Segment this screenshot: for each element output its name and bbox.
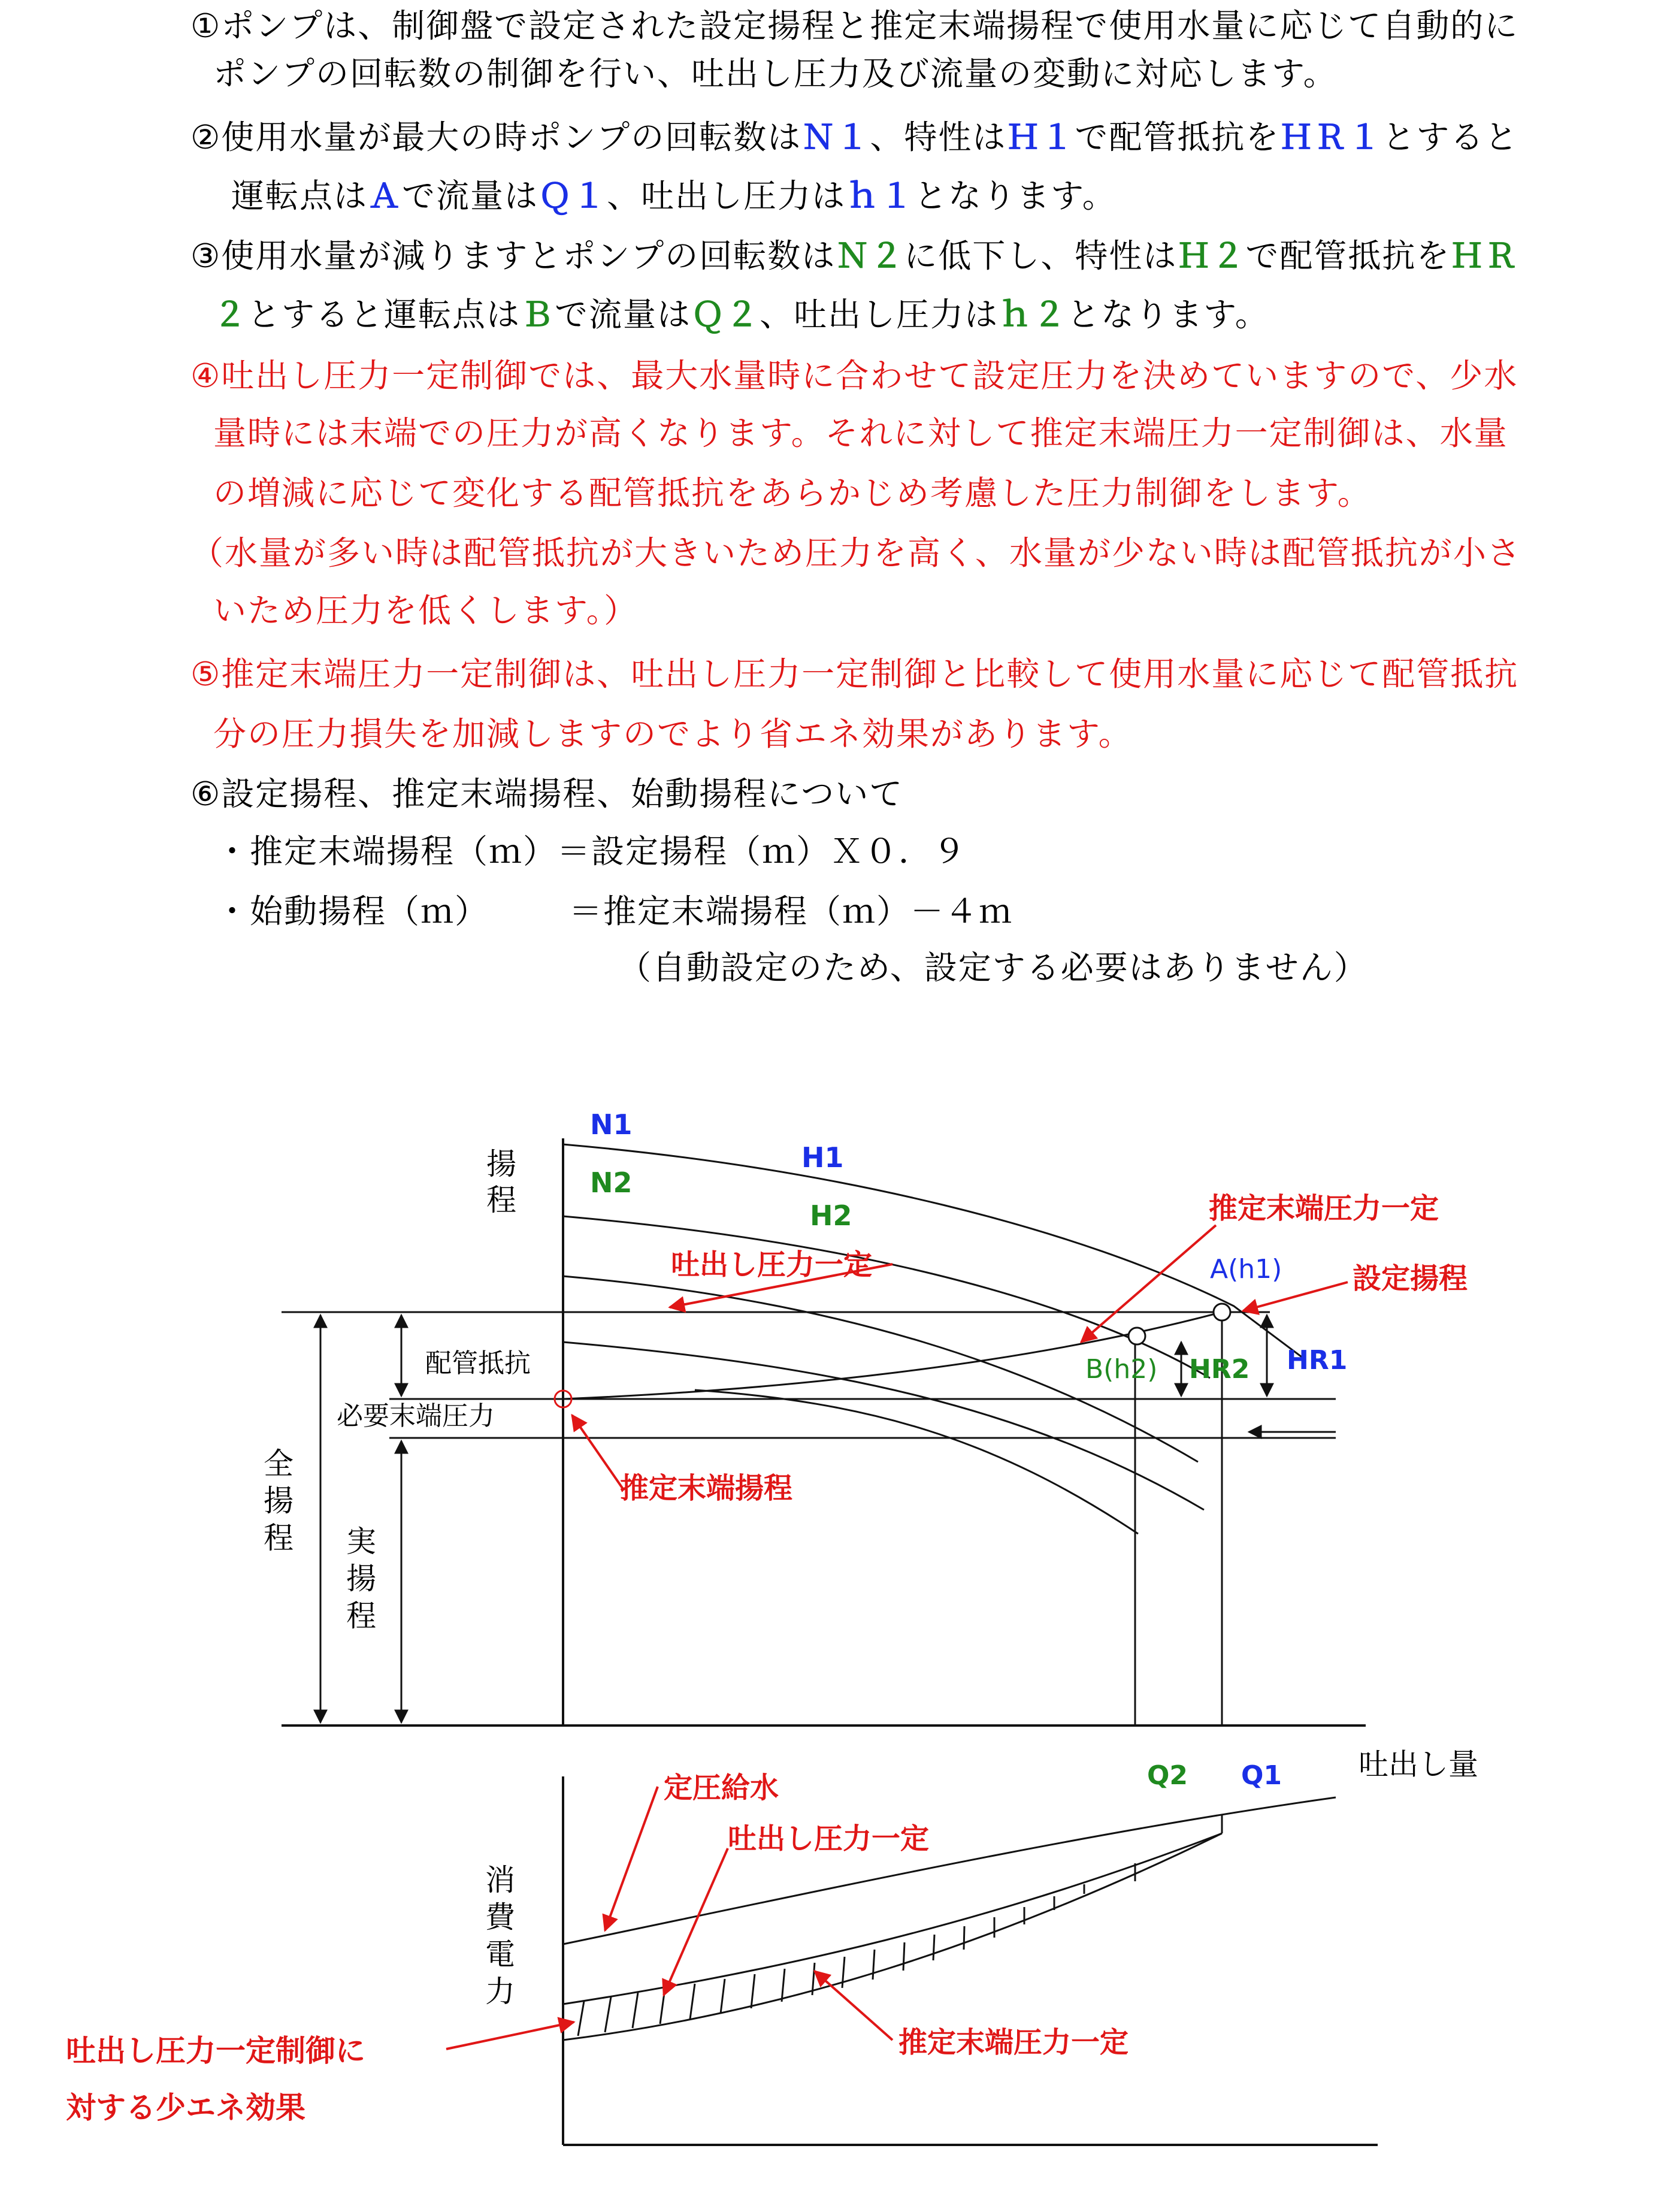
label-discharge-const: 吐出し圧力一定 [671, 1248, 873, 1282]
label-q1: Ｑ１ [538, 177, 607, 215]
curve-discharge-const-power [563, 1833, 1222, 2004]
p1-line1-text: ①ポンプは、制御盤で設定された設定揚程と推定末端揚程で使用水量に応じて自動的に [190, 7, 1519, 45]
t: で流量は [402, 177, 539, 215]
point-a [1214, 1304, 1230, 1320]
label-const-supply: 定圧給水 [664, 1771, 779, 1805]
hatch [903, 1942, 904, 1971]
label-yaxis-head-2: 程 [486, 1183, 516, 1217]
label-yaxis-head-1: 揚 [486, 1147, 516, 1181]
t: 、吐出し圧力は [607, 177, 846, 215]
label-xaxis-flow: 吐出し量 [1359, 1747, 1478, 1782]
label-hr2: HR2 [1189, 1354, 1250, 1385]
label-actual-head-3: 程 [346, 1598, 376, 1633]
label-actual-head-2: 揚 [346, 1561, 376, 1596]
label-n2: Ｎ２ [836, 237, 904, 275]
t: とすると [1382, 118, 1519, 156]
p5-line1 [190, 653, 1518, 695]
label-n1: N1 [590, 1108, 633, 1141]
arrow-const-supply [605, 1787, 658, 1930]
p4-line4 [190, 532, 1521, 574]
label-total-head-3: 程 [264, 1521, 294, 1555]
p3-line1 [190, 235, 1518, 277]
label-yaxis-power [485, 1863, 525, 2009]
t: ＝推定末端揚程（ｍ）－４ｍ [569, 892, 1013, 930]
arrow-est-end-power [815, 1971, 892, 2040]
label-q2: Ｑ２ [691, 295, 760, 334]
t: ②使用水量が最大の時ポンプの回転数は [190, 118, 802, 156]
explanation-text [0, 0, 1661, 1007]
label-saving-line1: 吐出し圧力一定制御に [66, 2033, 365, 2068]
label-setting-head: 設定揚程 [1353, 1262, 1468, 1295]
t: ⑤推定末端圧力一定制御は、吐出し圧力一定制御と比較して使用水量に応じて配管抵抗 [190, 655, 1519, 693]
label-point-a: A(h1) [1210, 1254, 1282, 1285]
label-q1: Q1 [1241, 1760, 1282, 1791]
curve-5 [695, 1390, 1138, 1534]
hatch [605, 1997, 611, 2032]
label-pipe-resistance: 配管抵抗 [425, 1348, 531, 1379]
label-q2: Q2 [1147, 1760, 1188, 1791]
label-total-head [264, 1446, 303, 1555]
label-actual-head-1: 実 [346, 1524, 376, 1559]
upper-chart [264, 1108, 1478, 1791]
point-b [1128, 1328, 1145, 1344]
p1-line1 [190, 5, 1518, 47]
p6-bullet1 [216, 830, 967, 872]
p6-bullet2a [216, 890, 489, 932]
hatch [782, 1969, 785, 2002]
label-n2: N2 [590, 1167, 633, 1199]
label-est-end-power: 推定末端圧力一定 [898, 2026, 1129, 2059]
label-hr2-digit: ２ [213, 295, 248, 334]
label-est-end-head: 推定末端揚程 [620, 1471, 793, 1505]
hatch [690, 1984, 695, 2019]
t: となります。 [914, 177, 1117, 215]
p6-note [618, 947, 1368, 989]
label-b: Ｂ [521, 295, 555, 334]
arrow-est-end-head [572, 1415, 623, 1489]
label-saving-line2: 対する少エネ効果 [66, 2090, 305, 2125]
t: ・始動揚程（ｍ） [216, 892, 489, 930]
p4-line1 [190, 355, 1518, 397]
hatch [751, 1974, 755, 2008]
label-yaxis-power-4: 力 [485, 1974, 515, 2009]
t: ⑥設定揚程、推定末端揚程、始動揚程について [190, 775, 904, 813]
t: （水量が多い時は配管抵抗が大きいため圧力を高く、水量が少ない時は配管抵抗が小さ [190, 534, 1521, 572]
t: となります。 [1067, 295, 1269, 334]
arrow-est-end-const [1081, 1225, 1216, 1342]
label-discharge-const-power: 吐出し圧力一定 [728, 1822, 930, 1856]
p3-line2 [213, 294, 1269, 336]
label-est-end-const: 推定末端圧力一定 [1209, 1192, 1439, 1225]
t: 運転点は [231, 177, 368, 215]
p4-line2 [213, 412, 1508, 454]
t: 、特性は [870, 118, 1007, 156]
arrow-saving [446, 2022, 574, 2049]
label-h1: H1 [801, 1141, 844, 1174]
t: 量時には末端での圧力が高くなります。それに対して推定末端圧力一定制御は、水量 [213, 414, 1508, 452]
pump-performance-diagram [0, 1019, 1661, 2212]
label-total-head-2: 揚 [264, 1483, 294, 1518]
label-yaxis-power-1: 消 [485, 1863, 515, 1897]
label-total-head-1: 全 [264, 1446, 294, 1481]
p6-line1 [190, 773, 903, 815]
t: 、吐出し圧力は [760, 295, 999, 334]
p4-line5 [213, 590, 638, 631]
hatch [842, 1957, 845, 1988]
label-hr1: HR1 [1287, 1345, 1348, 1376]
t: に低下し、特性は [904, 237, 1178, 275]
p5-line2 [213, 713, 1133, 755]
t: で流量は [555, 295, 692, 334]
label-h1: Ｈ１ [1006, 118, 1075, 156]
t: ④吐出し圧力一定制御では、最大水量時に合わせて設定圧力を決めていますので、少水 [190, 356, 1518, 395]
hatch [721, 1979, 725, 2014]
t: ③使用水量が減りますとポンプの回転数は [190, 237, 836, 275]
label-hr1: ＨＲ１ [1279, 118, 1382, 156]
t: とすると運転点は [247, 295, 521, 334]
p2-line1 [190, 116, 1518, 158]
t: で配管抵抗を [1075, 118, 1280, 156]
label-h2-small: ｈ２ [999, 295, 1067, 334]
t: 分の圧力損失を加減しますのでより省エネ効果があります。 [213, 715, 1133, 753]
label-required-end: 必要末端圧力 [337, 1401, 495, 1431]
p2-line2 [231, 175, 1117, 217]
t: （自動設定のため、設定する必要はありません） [618, 948, 1368, 987]
p1-line2-text: ポンプの回転数の制御を行い、吐出し圧力及び流量の変動に対応します。 [213, 55, 1338, 93]
label-actual-head [346, 1524, 386, 1633]
label-a: Ａ [368, 177, 403, 215]
label-h2: H2 [810, 1199, 852, 1232]
hatch [873, 1950, 875, 1980]
label-yaxis-head [486, 1147, 526, 1217]
label-yaxis-power-3: 電 [485, 1937, 515, 1972]
hatch [633, 1993, 638, 2028]
hatch [578, 2001, 584, 2036]
p6-bullet2b [569, 890, 1013, 932]
p1-line2 [213, 53, 1338, 95]
label-yaxis-power-2: 費 [485, 1900, 515, 1935]
p4-line3 [213, 472, 1372, 514]
lower-chart [66, 1771, 1378, 2145]
arrow-setting-head [1243, 1282, 1348, 1311]
label-h2: Ｈ２ [1177, 237, 1246, 275]
label-point-b: B(h2) [1085, 1354, 1158, 1385]
label-n1: Ｎ１ [801, 118, 870, 156]
t: ・推定末端揚程（ｍ）＝設定揚程（ｍ）Ｘ０．９ [216, 832, 967, 871]
label-hr: ＨＲ [1450, 237, 1519, 275]
t: いため圧力を低くします。） [213, 591, 639, 630]
label-h1-small: ｈ１ [846, 177, 915, 215]
t: で配管抵抗を [1245, 237, 1451, 275]
hatch [933, 1935, 934, 1960]
t: の増減に応じて変化する配管抵抗をあらかじめ考慮した圧力制御をします。 [213, 474, 1372, 512]
curve-const-supply [563, 1797, 1336, 1944]
